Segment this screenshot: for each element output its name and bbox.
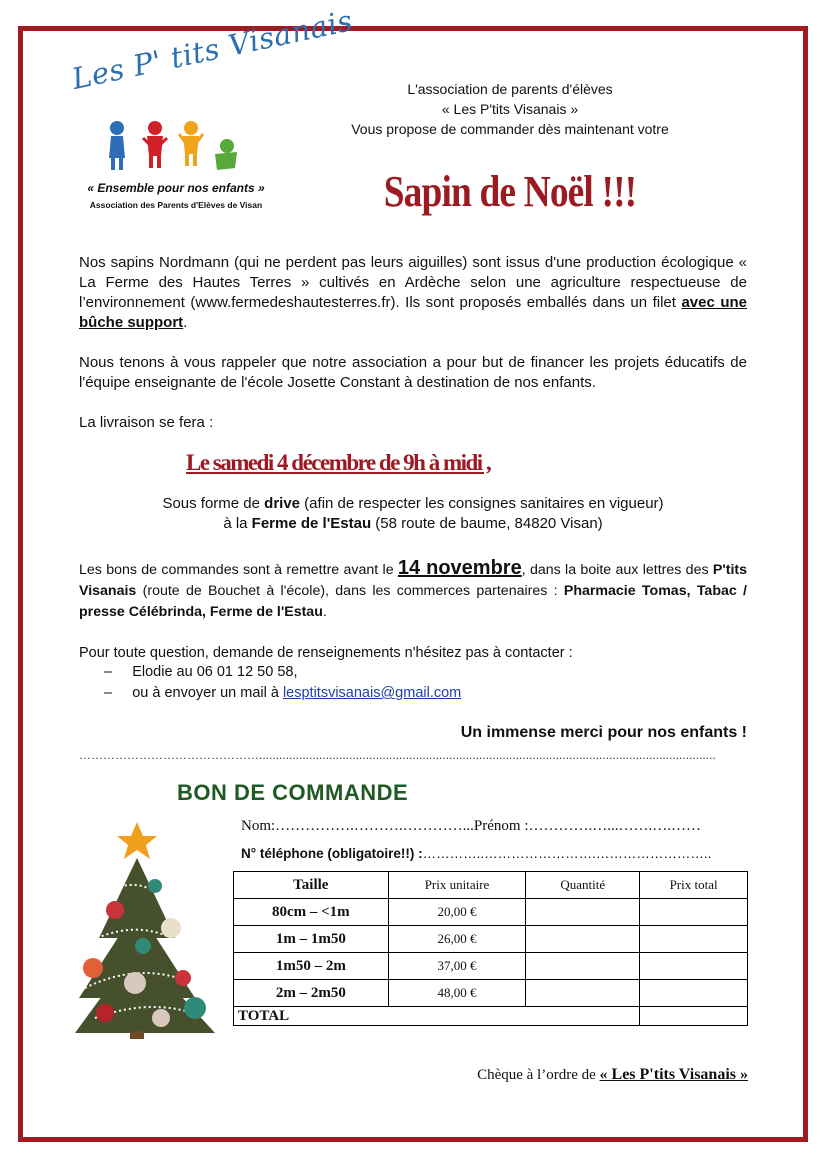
orders-end: . xyxy=(322,604,327,620)
phone-dots: …………..…………………….…………………….. xyxy=(422,846,712,861)
drive-pre: Sous forme de xyxy=(162,495,265,512)
cheque-payee: « Les P'tits Visanais » xyxy=(599,1066,748,1083)
contact-item-1 xyxy=(104,664,298,680)
orders-deadline: 14 novembre xyxy=(397,557,522,579)
table-header-row xyxy=(234,872,748,899)
order-table xyxy=(233,871,748,1026)
unit-price-cell: 26,00 € xyxy=(388,926,526,953)
drive-line xyxy=(79,494,747,514)
orders-paragraph xyxy=(79,558,747,623)
contact-item-2 xyxy=(104,685,461,701)
unit-price-cell: 48,00 € xyxy=(388,980,526,1007)
table-row xyxy=(234,980,748,1007)
unit-price-cell: 20,00 € xyxy=(388,899,526,926)
logo-motto: « Ensemble pour nos enfants » xyxy=(87,181,265,195)
table-row xyxy=(234,899,748,926)
contact-phone: Elodie au 06 01 12 50 58, xyxy=(132,664,298,680)
total-price-cell[interactable] xyxy=(640,926,748,953)
quantity-cell[interactable] xyxy=(526,926,640,953)
cheque-pre: Chèque à l’ordre de xyxy=(477,1067,600,1083)
drive-post: (afin de respecter les consignes sanitaires en vigueur) xyxy=(300,495,664,512)
orders-bold-2: Pharmacie Tomas, Tabac / presse Célébrinda, Ferme de l'Estau xyxy=(79,583,747,620)
intro-text: Nos sapins Nordmann (qui ne perdent pas leurs aiguilles) sont issus d'une production écologique « La Ferme des Hautes Terres » cultivés en Ardèche selon une agriculture respectueuse de l’environnement (www.fermedeshautesterres.fr). Ils sont proposés emballés dans un filet xyxy=(79,254,747,311)
delivery-intro: La livraison se fera : xyxy=(79,414,214,431)
column-header-quantity: Quantité xyxy=(526,872,640,899)
intro-paragraph xyxy=(79,253,747,333)
orders-bold-1: P'tits Visanais xyxy=(79,562,748,599)
farm-line xyxy=(79,514,747,534)
table-row xyxy=(234,926,748,953)
drive-bold: drive xyxy=(264,495,301,512)
orders-mid-2: (route de Bouchet à l'école), dans les commerces partenaires : xyxy=(136,583,564,599)
intro-end: . xyxy=(183,314,188,331)
total-price-cell[interactable] xyxy=(640,953,748,980)
size-cell: 1m – 1m50 xyxy=(234,926,389,953)
table-row xyxy=(234,953,748,980)
size-cell: 2m – 2m50 xyxy=(234,980,389,1007)
orders-pre: Les bons de commandes sont à remettre avant le xyxy=(79,562,398,578)
orders-mid: , dans la boite aux lettres des xyxy=(521,562,713,578)
column-header-size: Taille xyxy=(234,872,389,899)
total-price-cell[interactable] xyxy=(640,980,748,1007)
christmas-tree-illustration xyxy=(75,818,225,1040)
name-field[interactable]: Nom:…………….……….…………...Prénom :………….…...…….….…… xyxy=(241,818,701,834)
phone-field[interactable] xyxy=(241,846,749,861)
size-cell: 1m50 – 2m xyxy=(234,953,389,980)
header-line-3: Vous propose de commander dès maintenant votre xyxy=(351,121,669,137)
grand-total-cell[interactable] xyxy=(640,1007,748,1026)
quantity-cell[interactable] xyxy=(526,899,640,926)
contact-email-link[interactable]: lesptitsvisanais@gmail.com xyxy=(282,685,462,701)
dash-bullet: – xyxy=(104,664,133,680)
quantity-cell[interactable] xyxy=(526,980,640,1007)
header-line-2: « Les P'tits Visanais » xyxy=(441,101,579,117)
farm-bold: Ferme de l'Estau xyxy=(251,515,372,532)
page-title: Sapin de Noël !!! xyxy=(383,167,637,216)
cut-line: ………………………………………......................................................................................................................................... xyxy=(79,748,716,762)
phone-label: N° téléphone (obligatoire!!) : xyxy=(241,846,423,861)
total-label: TOTAL xyxy=(234,1007,640,1026)
logo-title: Les P' tits Visanais xyxy=(68,3,356,97)
column-header-total-price: Prix total xyxy=(640,872,748,899)
quantity-cell[interactable] xyxy=(526,953,640,980)
cheque-line xyxy=(300,1066,748,1084)
logo-subtitle: Association des Parents d'Elèves de Visan xyxy=(89,200,263,210)
intro-bold: avec une bûche support xyxy=(79,294,747,331)
column-header-unit-price: Prix unitaire xyxy=(388,872,526,899)
size-cell: 80cm – <1m xyxy=(234,899,389,926)
contact-intro: Pour toute question, demande de renseignements n'hésitez pas à contacter : xyxy=(79,645,573,661)
thanks-line: Un immense merci pour nos enfants ! xyxy=(460,724,747,741)
total-price-cell[interactable] xyxy=(640,899,748,926)
order-form-title: BON DE COMMANDE xyxy=(177,780,409,805)
header-line-1: L'association de parents d'élèves xyxy=(407,81,613,97)
dash-bullet: – xyxy=(104,685,133,701)
association-paragraph: Nous tenons à vous rappeler que notre association a pour but de financer les projets éducatifs de l'équipe enseignante de l'école Josette Constant à destination de nos enfants. xyxy=(79,354,747,391)
unit-price-cell: 37,00 € xyxy=(388,953,526,980)
farm-pre: à la xyxy=(223,515,252,532)
logo-children-illustration xyxy=(103,118,243,174)
contact-email-pre: ou à envoyer un mail à xyxy=(132,685,283,701)
table-total-row xyxy=(234,1007,748,1026)
delivery-date: Le samedi 4 décembre de 9h à midi , xyxy=(186,450,491,475)
farm-post: (58 route de baume, 84820 Visan) xyxy=(371,515,603,532)
